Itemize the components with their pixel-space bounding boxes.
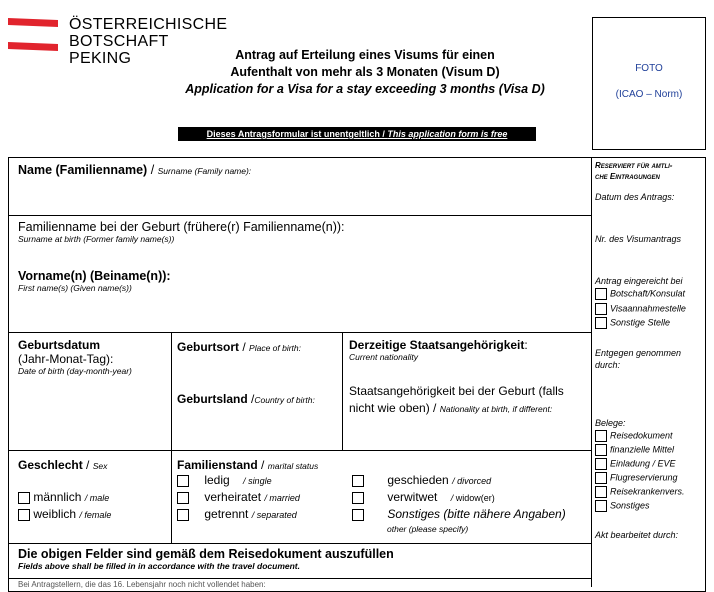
- female-label-en: female: [84, 510, 112, 520]
- reserved-received: Entgegen genommen durch:: [595, 348, 682, 370]
- center-label: Visaannahmestelle: [610, 303, 686, 314]
- flight-label: Flugreservierung: [610, 472, 678, 483]
- evidence-other-label: Sonstiges: [610, 500, 650, 511]
- row-divider-5: [8, 578, 591, 579]
- insurance-checkbox[interactable]: [595, 486, 607, 498]
- nat-label: Derzeitige Staatsangehörigkeit: [349, 338, 525, 352]
- invite-label: Einladung / EVE: [610, 458, 676, 469]
- doc-label: Reisedokument: [610, 430, 673, 441]
- pob-label: Geburtsort: [177, 340, 240, 354]
- female-label: weiblich: [33, 507, 77, 521]
- reserved-title-2: che Eintragungen: [595, 172, 660, 181]
- free-notice-de: Dieses Antragsformular ist unentgeltlich /: [206, 129, 388, 139]
- insurance-label: Reisekrankenvers.: [610, 486, 685, 497]
- other-office-checkbox[interactable]: [595, 317, 607, 329]
- separated-label: getrennt: [204, 507, 249, 521]
- doc-checkbox[interactable]: [595, 430, 607, 442]
- invite-checkbox[interactable]: [595, 458, 607, 470]
- ms-option-single[interactable]: ledig / single: [177, 473, 272, 487]
- dob-label: Geburtsdatum: [18, 338, 101, 352]
- evidence-doc[interactable]: [595, 430, 673, 442]
- submitted-center[interactable]: [595, 303, 686, 315]
- nat-birth-label-en: Nationality at birth, if different:: [439, 404, 553, 414]
- reserved-date: Datum des Antrags:: [595, 192, 675, 202]
- birthname-field[interactable]: [18, 220, 345, 244]
- row-divider-3: [8, 450, 591, 451]
- austria-flag-logo: [8, 18, 58, 52]
- evidence-insurance[interactable]: [595, 486, 685, 498]
- sex-label: Geschlecht: [18, 458, 83, 472]
- form-title: [160, 47, 570, 98]
- nat-label-en: Current nationality: [349, 352, 418, 362]
- reserved-evidence: Belege:: [595, 418, 626, 428]
- submitted-other[interactable]: [595, 317, 670, 329]
- reserved-processed: Akt bearbeitet durch:: [595, 530, 679, 540]
- sex-option-female[interactable]: weiblich / female: [18, 507, 111, 521]
- evidence-flight[interactable]: [595, 472, 678, 484]
- free-notice: [178, 127, 536, 141]
- funds-label: finanzielle Mittel: [610, 444, 675, 455]
- reserved-visa-no: Nr. des Visumantrags: [595, 234, 682, 244]
- married-label-en: married: [269, 493, 300, 503]
- firstname-label: Vorname(n) (Beiname(n)):: [18, 269, 171, 283]
- male-checkbox[interactable]: [18, 492, 30, 504]
- footer-en: Fields above shall be filled in in accordance with the travel document.: [18, 561, 300, 571]
- other-office-label: Sonstige Stelle: [610, 317, 671, 328]
- title-line1: Antrag auf Erteilung eines Visums für einen: [235, 48, 495, 62]
- title-line2: Aufenthalt von mehr als 3 Monaten (Visum D): [230, 65, 500, 79]
- other-checkbox[interactable]: [352, 509, 364, 521]
- dob-field[interactable]: [18, 338, 168, 376]
- ms-option-widowed[interactable]: verwitwet / widow(er): [352, 490, 495, 504]
- widowed-label: verwitwet: [387, 490, 438, 504]
- male-label-en: male: [89, 493, 110, 503]
- dob-label-en: Date of birth (day-month-year): [18, 366, 132, 376]
- flight-checkbox[interactable]: [595, 472, 607, 484]
- divorced-label: geschieden: [387, 473, 449, 487]
- marital-label: Familienstand: [177, 458, 258, 472]
- widowed-label-en: widow(er): [455, 493, 495, 503]
- evidence-funds[interactable]: [595, 444, 674, 456]
- photo-box: [592, 17, 706, 150]
- divorced-checkbox[interactable]: [352, 475, 364, 487]
- row-divider-4: [8, 543, 591, 544]
- col-divider-1: [171, 332, 172, 543]
- col-divider-2: [342, 332, 343, 450]
- separated-label-en: separated: [256, 510, 297, 520]
- widowed-checkbox[interactable]: [352, 492, 364, 504]
- ms-option-married[interactable]: verheiratet / married: [177, 490, 300, 504]
- reserved-title: [595, 160, 672, 182]
- name-label: Name (Familienname): [18, 163, 148, 177]
- evidence-other-checkbox[interactable]: [595, 500, 607, 512]
- footer-de: Die obigen Felder sind gemäß dem Reisedokument auszufüllen: [18, 547, 394, 561]
- sex-option-male[interactable]: männlich / male: [18, 490, 109, 504]
- single-label-en: single: [248, 476, 272, 486]
- married-label: verheiratet: [204, 490, 262, 504]
- embassy-line3: PEKING: [69, 50, 132, 67]
- reserved-divider: [591, 157, 592, 587]
- nationality-birth-field[interactable]: Staatsangehörigkeit bei der Geburt (falls nicht wie oben) / Nationality at birth, if different:: [349, 384, 564, 415]
- submitted-embassy[interactable]: [595, 288, 685, 300]
- travel-document-note: [18, 547, 394, 571]
- embassy-label: Botschaft/Konsulat: [610, 288, 686, 299]
- sex-label-en: Sex: [92, 461, 108, 471]
- single-checkbox[interactable]: [177, 475, 189, 487]
- marital-field: Familienstand / marital status: [177, 458, 319, 472]
- name-field[interactable]: [18, 161, 251, 179]
- ms-option-other[interactable]: [352, 507, 566, 521]
- cut-off-text: Bei Antragstellern, die das 16. Lebensjahr noch nicht vollendet haben:: [18, 580, 266, 589]
- name-label-en: Surname (Family name):: [157, 166, 252, 176]
- single-label: ledig: [204, 473, 230, 487]
- divorced-label-en: divorced: [457, 476, 492, 486]
- birthname-label: Familienname bei der Geburt (frühere(r) Familienname(n)):: [18, 220, 345, 234]
- married-checkbox[interactable]: [177, 492, 189, 504]
- embassy-checkbox[interactable]: [595, 288, 607, 300]
- firstname-field[interactable]: [18, 269, 171, 293]
- firstname-label-en: First name(s) (Given name(s)): [18, 283, 132, 293]
- other-label: Sonstiges (bitte nähere Angaben): [387, 507, 566, 521]
- cob-label-en: Country of birth:: [254, 395, 315, 405]
- row-divider-2: [8, 332, 591, 333]
- embassy-line2: BOTSCHAFT: [69, 33, 169, 50]
- female-checkbox[interactable]: [18, 509, 30, 521]
- sex-field: Geschlecht / Sex: [18, 458, 108, 472]
- pob-label-en: Place of birth:: [249, 343, 302, 353]
- photo-label: FOTO: [635, 63, 663, 74]
- name-sep: /: [147, 163, 158, 177]
- cob-label: Geburtsland: [177, 392, 248, 406]
- evidence-other[interactable]: [595, 500, 650, 512]
- nationality-field[interactable]: Derzeitige Staatsangehörigkeit: Current nationality: [349, 338, 589, 362]
- row-divider-1: [8, 215, 591, 216]
- birthname-label-en: Surname at birth (Former family name(s)): [18, 234, 175, 244]
- pob-field[interactable]: Geburtsort / Place of birth:: [177, 340, 302, 354]
- ms-option-divorced[interactable]: geschieden / divorced: [352, 473, 491, 487]
- male-label: männlich: [33, 490, 82, 504]
- dob-format: (Jahr-Monat-Tag):: [18, 352, 114, 366]
- free-notice-en: This application form is free: [387, 129, 508, 139]
- cob-field[interactable]: Geburtsland /Country of birth:: [177, 392, 315, 406]
- title-line3: Application for a Visa for a stay exceeding 3 months (Visa D): [185, 82, 545, 96]
- evidence-invite[interactable]: [595, 458, 676, 470]
- marital-label-en: marital status: [267, 461, 319, 471]
- funds-checkbox[interactable]: [595, 444, 607, 456]
- photo-norm: (ICAO – Norm): [615, 89, 683, 100]
- embassy-line1: ÖSTERREICHISCHE: [69, 16, 228, 33]
- separated-checkbox[interactable]: [177, 509, 189, 521]
- ms-option-separated[interactable]: getrennt / separated: [177, 507, 297, 521]
- reserved-title-1: Reserviert für amtli-: [595, 161, 673, 170]
- center-checkbox[interactable]: [595, 303, 607, 315]
- reserved-submitted: Antrag eingereicht bei: [595, 276, 683, 286]
- other-label-en: other (please specify): [387, 524, 469, 534]
- nat-birth-label: Staatsangehörigkeit bei der Geburt (falls nicht wie oben): [349, 384, 564, 415]
